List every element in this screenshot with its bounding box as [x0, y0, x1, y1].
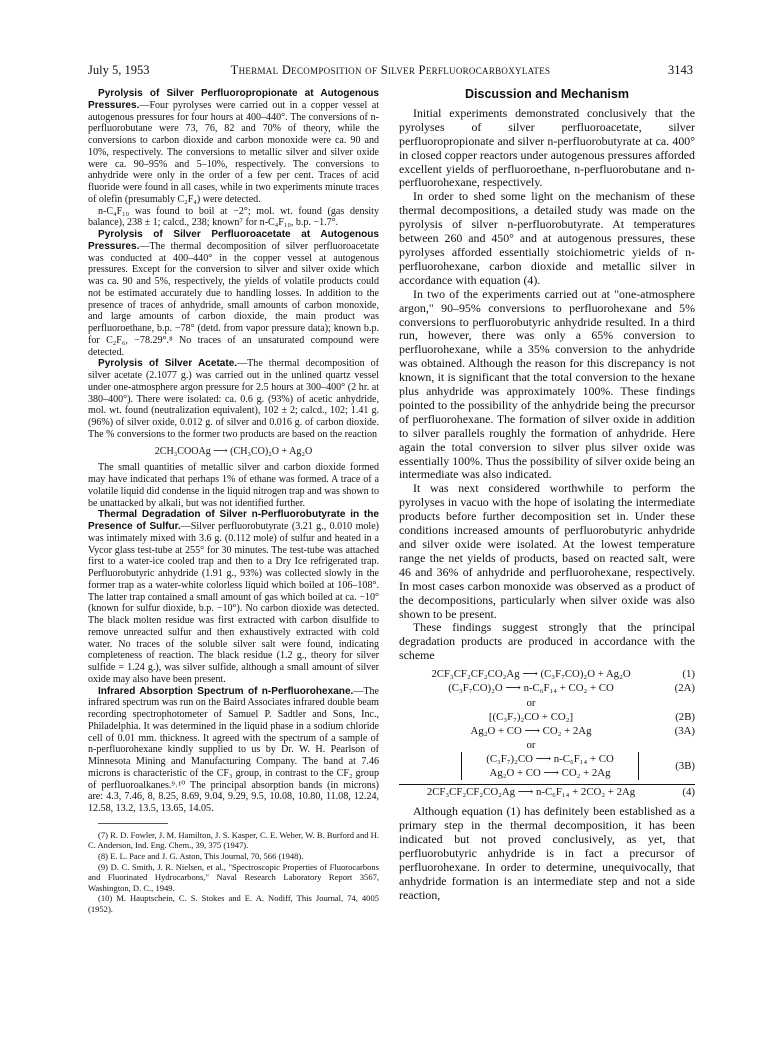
paragraph-infrared: Infrared Absorption Spectrum of n-Perfluorohexane.—The infrared spectrum was run on the Baird Associates infrared double beam recording spectrophotometer of Samuel P. Sadtler and Sons, Inc., Philadelphia. It was determined in the liquid phase in a sodium chloride cell of 0.01 mm. thickness. It agreed with the spectrum of a sample of n-perfluorohexane kindly supplied to us by Dr. W. H. Pearlson of Minnesota Mining and Manufacturing Company. The band at 7.46 microns is characteristic of the CF₃ group, in contrast to the CF₂ group of perfluoroalkanes.⁹˒¹⁰ The principal absorption bands (in microns) are: 4.3, 7.46, 8, 8.25, 8.69, 9.04, 9.29, 9.5, 10.08, 10.80, 11.08, 12.24, 12.58, 13.2, 13.5, 13.65, 14.05. [88, 685, 379, 814]
page-number: 3143 [668, 63, 693, 77]
scheme-line-3b: (C₃F₇)₂CO ⟶ n-C₆F₁₄ + CO Ag₂O + CO ⟶ CO₂ + 2Ag (3B) [399, 752, 695, 784]
section-title: Discussion and Mechanism [465, 87, 629, 101]
subhead-sulfur: Thermal Degradation of Silver n-Perfluorobutyrate in the Presence of Sulfur. [88, 509, 379, 532]
scheme-line-4: 2CF₃CF₂CF₂CO₂Ag ⟶ n-C₆F₁₄ + 2CO₂ + 2Ag (4) [399, 784, 695, 799]
scheme-line-2a: (C₃F₇CO)₂O ⟶ n-C₆F₁₄ + CO₂ + CO (2A) [448, 682, 695, 695]
equation-acetate: 2CH₃COOAg ⟶ (CH₃CO)₂O + Ag₂O [154, 445, 313, 457]
right-column [399, 88, 695, 903]
left-column [88, 88, 379, 915]
paragraph-perfluoroacetate: Pyrolysis of Silver Perfluoroacetate at Autogenous Pressures.—The thermal decomposition of silver perfluoroacetate was conducted at 400–440° in the copper vessel at autogenous pressures. Except for the conversion to silver and silver oxide which was ca. 90 and 5%, respectively, the yields of volatile products could not be estimated accurately due to handling losses. In addition to the presence of traces of anhydride, small amounts of carbon monoxide, and large amounts of carbon dioxide, the main product was perfluoroethane, b.p. −78° (detd. from vapor pressure data); known b.p. for C₂F₆, −78.29°.⁸ No traces of an unsaturated compound were detected. [88, 229, 379, 358]
paragraph-sulfur: Thermal Degradation of Silver n-Perfluorobutyrate in the Presence of Sulfur.—Silver perfluorobutyrate (3.21 g., 0.010 mole) was intimately mixed with 3.6 g. (0.112 mole) of sulfur and heated in a Vycor glass test-tube at 255° for 30 minutes. The test-tube was attached first to a water-ice cooled trap and then to a Dry Ice refrigerated trap. Perfluorobutyric anhydride (1.91 g., 93%) was collected slowly in the former trap as a water-white colorless liquid which boiled at 106–108°. The latter trap contained a small amount of gas which boiled at ca. −10° (known for sulfur dioxide, b.p. −10°). No carbon dioxide was detected. The black molten residue was first extracted with carbon disulfide to remove unreacted sulfur and then exhaustively extracted with cold water. No traces of the soluble silver salt were found, indicating completeness of reaction. The black residue (1.2 g., theory for silver sulfide = 1.24 g.), was silver sulfide, although a small amount of silver oxide may also have been present. [88, 509, 379, 685]
paragraph-mechanism: In order to shed some light on the mechanism of these thermal decompositions, a detailed study was made on the pyrolysis of silver n-perfluorobutyrate. At temperatures between 260 and 450° and at autogenous pressures, these pyrolyses afforded essentially stoichiometric yields of n-perfluorohexane, carbon dioxide and metallic silver in accordance with equation (4). [399, 189, 695, 287]
paragraph-initial: Initial experiments demonstrated conclusively that the pyrolyses of silver perfluoroacetate, silver perfluoropropionate and silver n-perfluorobutyrate at ca. 400° in closed copper reactors under autogenous pressures afforded excellent yields of perfluoroethane, n-perfluorobutane and n-perfluorohexane, respectively. [399, 105, 695, 190]
scheme-or-2: or [526, 739, 536, 752]
footnote-8: (8) E. L. Pace and J. G. Aston, This Journal, 70, 566 (1948). [98, 850, 304, 861]
paragraph-ethane: The small quantities of metallic silver and carbon dioxide formed may have indicated that perhaps 1% of ethane was formed. A trace of a volatile liquid did condense in the liquid nitrogen trap and was shown to be unattacked by alkali, but was not identified further. [88, 462, 379, 509]
subhead-silver-acetate: Pyrolysis of Silver Acetate. [98, 358, 238, 370]
scheme-line-2b: [(C₃F₇)₂CO + CO₂] (2B) [488, 710, 695, 723]
header-date: July 5, 1953 [88, 63, 150, 77]
footnote-9: (9) D. C. Smith, J. R. Nielsen, et al., "Spectroscopic Properties of Fluorocarbons and Fluorinated Hydrocarbons," Naval Research Laboratory Report 3567, Washington, D. C., 1949. [88, 861, 379, 893]
scheme-line-1: 2CF₃CF₂CF₂CO₂Ag ⟶ (C₃F₇CO)₂O + Ag₂O (1) [431, 668, 695, 681]
scheme-bracket: (C₃F₇)₂CO ⟶ n-C₆F₁₄ + CO Ag₂O + CO ⟶ CO₂ + 2Ag [461, 752, 639, 780]
subhead-propionate: Pyrolysis of Silver Perfluoropropionate at Autogenous Pressures. [88, 88, 379, 111]
footnote-divider [98, 823, 168, 824]
paragraph-vacuo: It was next considered worthwhile to perform the pyrolyses in vacuo with the hope of isolating the intermediate products before further decomposition set in. Under these conditions increased amounts of perfluorobutyric anhydride and silver oxide were isolated. At the lowest temperature range the net yields of products, based on reacted salt, were 46 and 36% of anhydride and perfluorohexane, respectively. In most cases carbon monoxide was observed as a product of the decompositions, particularly when silver oxide was also shown to be present. [399, 481, 695, 621]
paragraph-c4f10: n-C₄F₁₀ was found to boil at −2°; mol. wt. found (gas density balance), 238 ± 1; calcd., 238; known⁷ for n-C₄F₁₀, b.p. −1.7°. [88, 205, 379, 229]
header-title: Thermal Decomposition of Silver Perfluorocarboxylates [230, 63, 551, 77]
subhead-perfluoroacetate: Pyrolysis of Silver Perfluoroacetate at Autogenous Pressures. [88, 229, 379, 252]
paragraph-propionate: Pyrolysis of Silver Perfluoropropionate at Autogenous Pressures.—Four pyrolyses were carried out in a copper vessel at autogenous pressures for four hours at 400–440°. The conversions of n-perfluorobutane were 73, 76, 82 and 70% of theory, while the conversions to carbon dioxide and carbon monoxide were ca. 90 and 10%, respectively. The conversions to metallic silver and silver oxide were ca. 90–95% and 5–10%, respectively. The conversions to anhydride were only in the order of a few per cent. Traces of acid fluoride were found in all cases, while in two experiments minute traces of olefin (presumably C₂F₄) were detected. [88, 88, 379, 205]
footnote-10: (10) M. Hauptschein, C. S. Stokes and E. A. Nodiff, This Journal, 74, 4005 (1952). [88, 893, 379, 914]
footnote-7: (7) R. D. Fowler, J. M. Hamilton, J. S. Kasper, C. E. Weber, W. B. Burford and H. C. Anderson, Ind. Eng. Chem., 39, 375 (1947). [88, 829, 379, 851]
paragraph-conclusion: Although equation (1) has definitely been established as a primary step in the thermal decomposition, it has been indicated but not proved conclusively, as yet, that perfluorobutyric anhydride is in fact a precursor of perfluorohexane. In order to determine, unequivocally, that anhydride formation is an intermediate step and not a side reaction, [399, 804, 695, 902]
subhead-infrared: Infrared Absorption Spectrum of n-Perfluorohexane. [98, 685, 354, 697]
scheme-or-1: or [526, 696, 536, 709]
footnotes [88, 830, 379, 915]
paragraph-silver-acetate: Pyrolysis of Silver Acetate.—The thermal decomposition of silver acetate (2.1077 g.) was carried out in the unlined quartz vessel under one-atmosphere argon pressure for 2.5 hours at 300–400° (2 hr. at 380–400°). There were isolated: ca. 0.6 g. (93%) of acetic anhydride, mol. wt. found (neutralization equivalent), 102 ± 2; calcd., 102; 1.41 g. (96%) of silver oxide, 0.012 g. of silver and 0.016 g. of carbon dioxide. The % conversions to the former two products are based on the reaction [88, 358, 379, 440]
reaction-scheme [399, 667, 695, 799]
running-header [88, 63, 693, 79]
paragraph-argon: In two of the experiments carried out at "one-atmosphere argon," 90–95% conversions to perfluorohexane and 5% conversions to perfluorobutyric anhydride resulted. In a third run, however, there was only a 65% conversion to perfluorohexane, while a 35% conversion to the anhydride was obtained. Although the reason for this discrepancy is not known, it is significant that the total conversion to the hexane plus anhydride was approximately 100%. These findings pointed to the possibility of the anhydride being the precursor of perfluorohexane. The formation of silver oxide in addition to silver parallels roughly the formation of anhydride. Here again the total conversion to silver plus silver oxide was essentially 100%. Thus the possibility of silver oxide being an intermediate was also indicated. [399, 286, 695, 482]
paragraph-scheme-intro: These findings suggest strongly that the principal degradation products are produced in accordance with the scheme [399, 620, 695, 663]
scheme-line-3a: Ag₂O + CO ⟶ CO₂ + 2Ag (3A) [470, 724, 695, 737]
